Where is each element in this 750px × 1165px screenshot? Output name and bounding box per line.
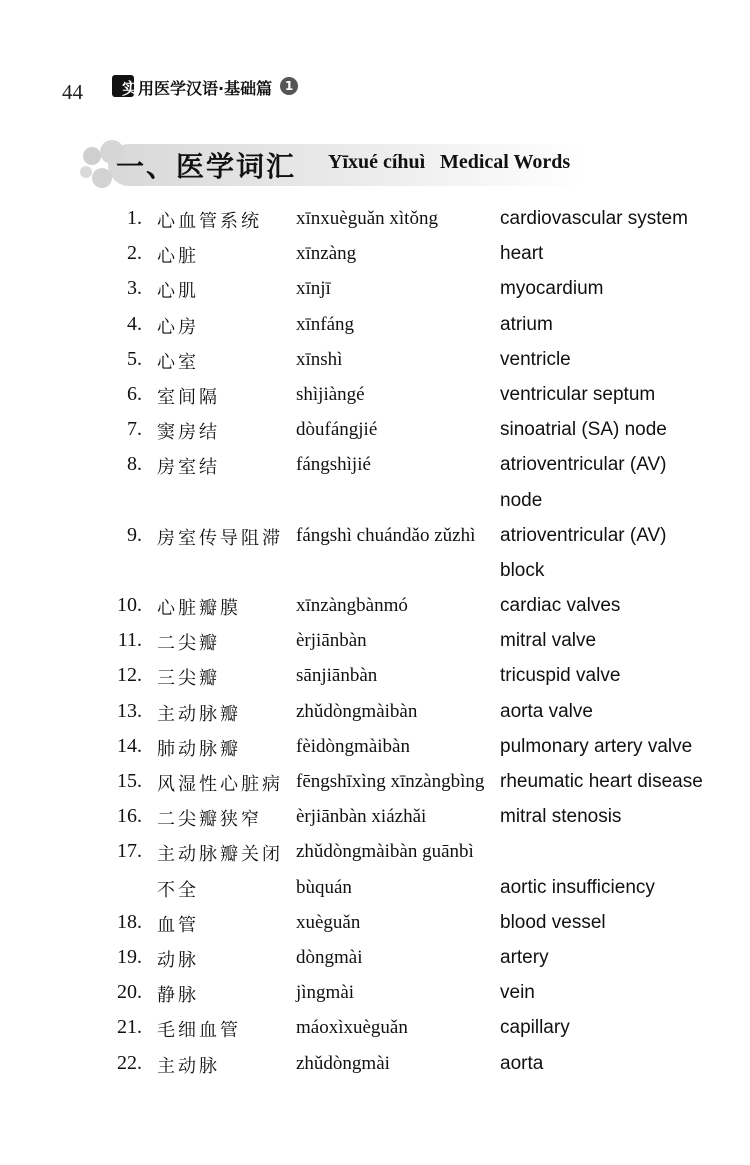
vocab-row xyxy=(0,414,750,449)
vocab-row xyxy=(0,872,750,907)
vocab-hanzi: 房室结 xyxy=(157,457,220,479)
vocab-pinyin: zhǔdòngmài xyxy=(296,1052,390,1074)
vocab-english: ventricular septum xyxy=(500,383,656,405)
vocab-pinyin: jìngmài xyxy=(296,982,355,1004)
vocab-english: mitral valve xyxy=(500,630,597,652)
vocab-number: 12. xyxy=(117,664,142,687)
vocab-hanzi: 不全 xyxy=(157,879,199,901)
vocab-pinyin: shìjiàngé xyxy=(296,383,365,405)
vocab-hanzi: 主动脉 xyxy=(157,1055,220,1077)
vocab-hanzi: 窦房结 xyxy=(157,422,220,444)
vocab-english: block xyxy=(500,559,545,581)
vocab-hanzi: 动脉 xyxy=(157,949,199,971)
vocab-number: 11. xyxy=(117,629,142,652)
vocab-pinyin: dòufángjié xyxy=(296,419,378,441)
vocab-row xyxy=(0,1012,750,1047)
vocab-number: 14. xyxy=(117,734,142,757)
vocab-row xyxy=(0,203,750,238)
vocab-hanzi: 三尖瓣 xyxy=(157,668,220,690)
vocab-row xyxy=(0,555,750,590)
section-title: 一、医学词汇 xyxy=(116,150,297,183)
vocab-hanzi: 心肌 xyxy=(157,281,199,303)
vocab-english: myocardium xyxy=(500,278,604,300)
vocab-row xyxy=(0,625,750,660)
vocab-hanzi: 毛细血管 xyxy=(157,1020,241,1042)
vocab-hanzi: 心血管系统 xyxy=(157,211,262,232)
vocab-pinyin: dòngmài xyxy=(296,946,363,968)
vocab-row xyxy=(0,520,750,555)
vocab-english: node xyxy=(500,489,543,511)
vocab-row xyxy=(0,660,750,695)
vocab-english: capillary xyxy=(500,1017,570,1039)
book-title-first-char: 实 xyxy=(122,79,139,98)
vocab-number: 8. xyxy=(127,453,142,476)
vocab-pinyin: xuèguǎn xyxy=(296,911,361,933)
vocab-row xyxy=(0,907,750,942)
vocab-row xyxy=(0,1048,750,1083)
vocab-number: 15. xyxy=(117,770,142,792)
page-number: 44 xyxy=(62,80,83,104)
vocab-hanzi: 心脏瓣膜 xyxy=(157,598,241,620)
vocab-english: ventricle xyxy=(500,348,571,370)
vocab-pinyin: bùquán xyxy=(296,876,352,898)
vocab-pinyin: máoxìxuèguǎn xyxy=(296,1017,408,1039)
vocab-english: artery xyxy=(500,946,549,968)
vocab-english: rheumatic heart disease xyxy=(500,771,703,792)
vocab-row xyxy=(0,379,750,414)
vocab-row xyxy=(0,766,750,801)
vocab-pinyin: xīnxuèguǎn xìtǒng xyxy=(296,208,438,229)
vocab-hanzi: 二尖瓣狭窄 xyxy=(157,809,262,831)
vocab-english: sinoatrial (SA) node xyxy=(500,419,667,441)
vocab-hanzi: 心脏 xyxy=(157,246,199,268)
vocab-number: 6. xyxy=(127,382,142,405)
vocab-row xyxy=(0,977,750,1012)
vocab-hanzi: 室间隔 xyxy=(157,386,220,408)
vocab-number: 9. xyxy=(127,523,142,546)
vocab-number: 1. xyxy=(127,207,142,229)
vocab-english: tricuspid valve xyxy=(500,665,621,687)
vocab-english: vein xyxy=(500,982,535,1004)
vocab-english: atrioventricular (AV) xyxy=(500,454,667,476)
vocab-english: cardiac valves xyxy=(500,595,621,617)
vocab-english: atrioventricular (AV) xyxy=(500,524,667,546)
vocab-row xyxy=(0,696,750,731)
vocab-number: 20. xyxy=(117,981,142,1004)
vocab-hanzi: 心室 xyxy=(157,351,199,373)
vocab-row xyxy=(0,836,750,871)
section-title-english: Medical Words xyxy=(440,151,571,173)
vocab-number: 13. xyxy=(117,699,142,722)
running-header xyxy=(112,73,302,103)
vocab-number: 18. xyxy=(117,910,142,933)
vocab-row xyxy=(0,801,750,836)
vocab-row xyxy=(0,485,750,520)
vocabulary-list xyxy=(0,203,750,1083)
vocab-hanzi: 二尖瓣 xyxy=(157,633,220,655)
book-title-rest: 用医学汉语·基础篇 xyxy=(138,79,273,98)
vocab-english: aorta xyxy=(500,1052,544,1074)
vocab-row xyxy=(0,449,750,484)
vocab-pinyin: xīnzàngbànmó xyxy=(296,595,408,617)
vocab-number: 21. xyxy=(117,1016,142,1039)
vocab-hanzi: 风湿性心脏病 xyxy=(157,774,283,795)
vocab-pinyin: fèidòngmàibàn xyxy=(296,735,410,757)
vocab-pinyin: èrjiānbàn xyxy=(296,630,367,652)
vocab-number: 7. xyxy=(127,418,142,441)
vocab-english: atrium xyxy=(500,313,553,335)
vocab-number: 2. xyxy=(127,242,142,265)
vocab-number: 5. xyxy=(127,347,142,370)
vocab-pinyin: zhǔdòngmàibàn xyxy=(296,700,418,722)
vocab-pinyin: xīnjī xyxy=(296,278,331,300)
vocab-pinyin: xīnfáng xyxy=(296,313,355,335)
vocab-row xyxy=(0,309,750,344)
vocab-english: cardiovascular system xyxy=(500,208,688,229)
vocab-row xyxy=(0,273,750,308)
vocab-hanzi: 肺动脉瓣 xyxy=(157,738,241,760)
vocab-pinyin: zhǔdòngmàibàn guānbì xyxy=(296,841,474,863)
section-title-pinyin: Yīxué cíhuì xyxy=(328,151,426,173)
vocab-hanzi: 房室传导阻滞 xyxy=(157,527,283,549)
volume-badge: 1 xyxy=(280,77,298,95)
vocab-hanzi: 主动脉瓣 xyxy=(157,703,241,725)
vocab-number: 22. xyxy=(117,1051,142,1074)
vocab-hanzi: 静脉 xyxy=(157,985,199,1007)
vocab-english: mitral stenosis xyxy=(500,806,622,828)
vocab-pinyin: fēngshīxìng xīnzàngbìng xyxy=(296,771,485,792)
vocab-number: 17. xyxy=(117,840,142,863)
vocab-pinyin: xīnshì xyxy=(296,348,343,370)
vocab-pinyin: èrjiānbàn xiázhǎi xyxy=(296,806,427,828)
vocab-row xyxy=(0,238,750,273)
vocab-english: aorta valve xyxy=(500,700,593,722)
vocab-english: heart xyxy=(500,243,544,265)
vocab-row xyxy=(0,731,750,766)
vocab-pinyin: sānjiānbàn xyxy=(296,665,378,687)
vocab-row xyxy=(0,344,750,379)
vocab-number: 16. xyxy=(117,805,142,828)
vocab-pinyin: fángshì chuándǎo zǔzhì xyxy=(296,524,476,546)
vocab-row xyxy=(0,590,750,625)
vocab-number: 10. xyxy=(117,594,142,617)
vocab-row xyxy=(0,942,750,977)
vocab-english: pulmonary artery valve xyxy=(500,735,693,757)
vocab-number: 4. xyxy=(127,312,142,335)
vocab-number: 19. xyxy=(117,945,142,968)
vocab-pinyin: fángshìjié xyxy=(296,454,371,476)
vocab-hanzi: 血管 xyxy=(157,914,199,936)
vocab-hanzi: 主动脉瓣关闭 xyxy=(157,844,283,866)
vocab-english: aortic insufficiency xyxy=(500,876,655,898)
vocab-hanzi: 心房 xyxy=(157,316,199,338)
book-title xyxy=(122,76,272,99)
vocab-number: 3. xyxy=(127,277,142,300)
vocab-english: blood vessel xyxy=(500,911,606,933)
vocab-pinyin: xīnzàng xyxy=(296,243,357,265)
